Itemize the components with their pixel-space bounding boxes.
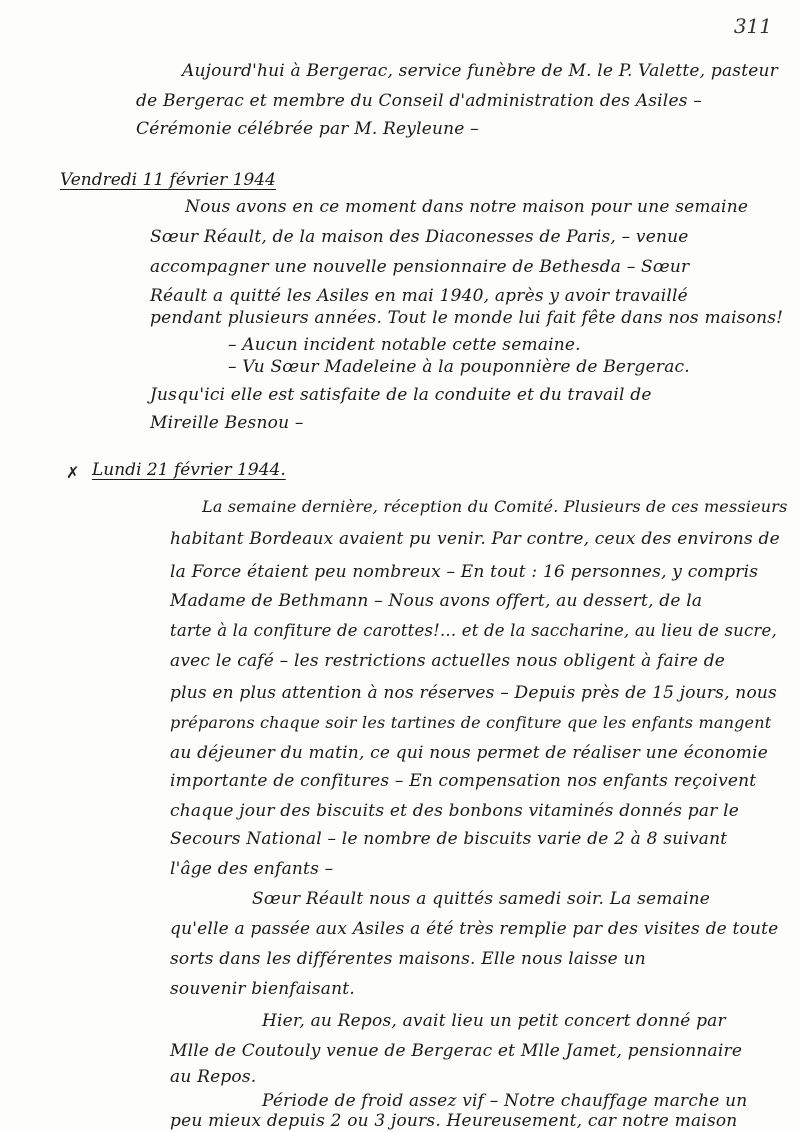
text-line: – Aucun incident notable cette semaine. — [228, 335, 581, 355]
text-line: Mireille Besnou – — [150, 413, 304, 433]
text-line: Période de froid assez vif – Notre chauffage marche un — [262, 1091, 748, 1111]
text-line: qu'elle a passée aux Asiles a été très remplie par des visites de toute — [170, 919, 779, 939]
text-line: importante de confitures – En compensation nos enfants reçoivent — [170, 771, 757, 791]
text-line: avec le café – les restrictions actuelles nous obligent à faire de — [170, 651, 726, 671]
text-line: Nous avons en ce moment dans notre maison pour une semaine — [185, 197, 749, 217]
text-line: pendant plusieurs années. Tout le monde lui fait fête dans nos maisons! — [150, 308, 784, 328]
text-line: la Force étaient peu nombreux – En tout : 16 personnes, y compris — [170, 562, 759, 582]
text-line: Sœur Réault nous a quittés samedi soir. La semaine — [252, 889, 711, 909]
text-line: La semaine dernière, réception du Comité. Plusieurs de ces messieurs — [202, 497, 788, 516]
text-line: souvenir bienfaisant. — [170, 979, 355, 999]
text-line: peu mieux depuis 2 ou 3 jours. Heureusement, car notre maison — [170, 1111, 738, 1131]
text-line: Secours National – le nombre de biscuits varie de 2 à 8 suivant — [170, 829, 728, 849]
text-line: préparons chaque soir les tartines de confiture que les enfants mangent — [170, 713, 772, 732]
text-line: habitant Bordeaux avaient pu venir. Par contre, ceux des environs de — [170, 529, 780, 549]
text-line: de Bergerac et membre du Conseil d'administration des Asiles – — [136, 91, 702, 111]
text-line: accompagner une nouvelle pensionnaire de Bethesda – Sœur — [150, 257, 690, 277]
text-line: Madame de Bethmann – Nous avons offert, au dessert, de la — [170, 591, 703, 611]
text-line: sorts dans les différentes maisons. Elle nous laisse un — [170, 949, 646, 969]
text-line: Cérémonie célébrée par M. Reyleune – — [136, 119, 479, 139]
text-line: au Repos. — [170, 1067, 257, 1087]
entry-date-heading: Vendredi 11 février 1944 — [60, 170, 276, 190]
text-line: Mlle de Coutouly venue de Bergerac et Mlle Jamet, pensionnaire — [170, 1041, 743, 1061]
text-line: Sœur Réault, de la maison des Diaconesses de Paris, – venue — [150, 227, 689, 247]
text-line: l'âge des enfants – — [170, 859, 334, 879]
text-line: chaque jour des biscuits et des bonbons vitaminés donnés par le — [170, 801, 740, 821]
entry-date-heading: Lundi 21 février 1944. — [92, 460, 286, 480]
text-line: Hier, au Repos, avait lieu un petit concert donné par — [262, 1011, 726, 1031]
crossed-mark-icon: ✗ — [66, 463, 80, 482]
text-line: au déjeuner du matin, ce qui nous permet de réaliser une économie — [170, 743, 769, 763]
page-number: 311 — [733, 14, 772, 38]
text-line: tarte à la confiture de carottes!... et de la saccharine, au lieu de sucre, — [170, 621, 777, 640]
text-line: Jusqu'ici elle est satisfaite de la conduite et du travail de — [150, 385, 652, 405]
text-line: plus en plus attention à nos réserves – Depuis près de 15 jours, nous — [170, 683, 777, 703]
text-line: Aujourd'hui à Bergerac, service funèbre de M. le P. Valette, pasteur — [182, 61, 778, 81]
text-line: – Vu Sœur Madeleine à la pouponnière de Bergerac. — [228, 357, 690, 377]
text-line: Réault a quitté les Asiles en mai 1940, après y avoir travaillé — [150, 286, 688, 306]
